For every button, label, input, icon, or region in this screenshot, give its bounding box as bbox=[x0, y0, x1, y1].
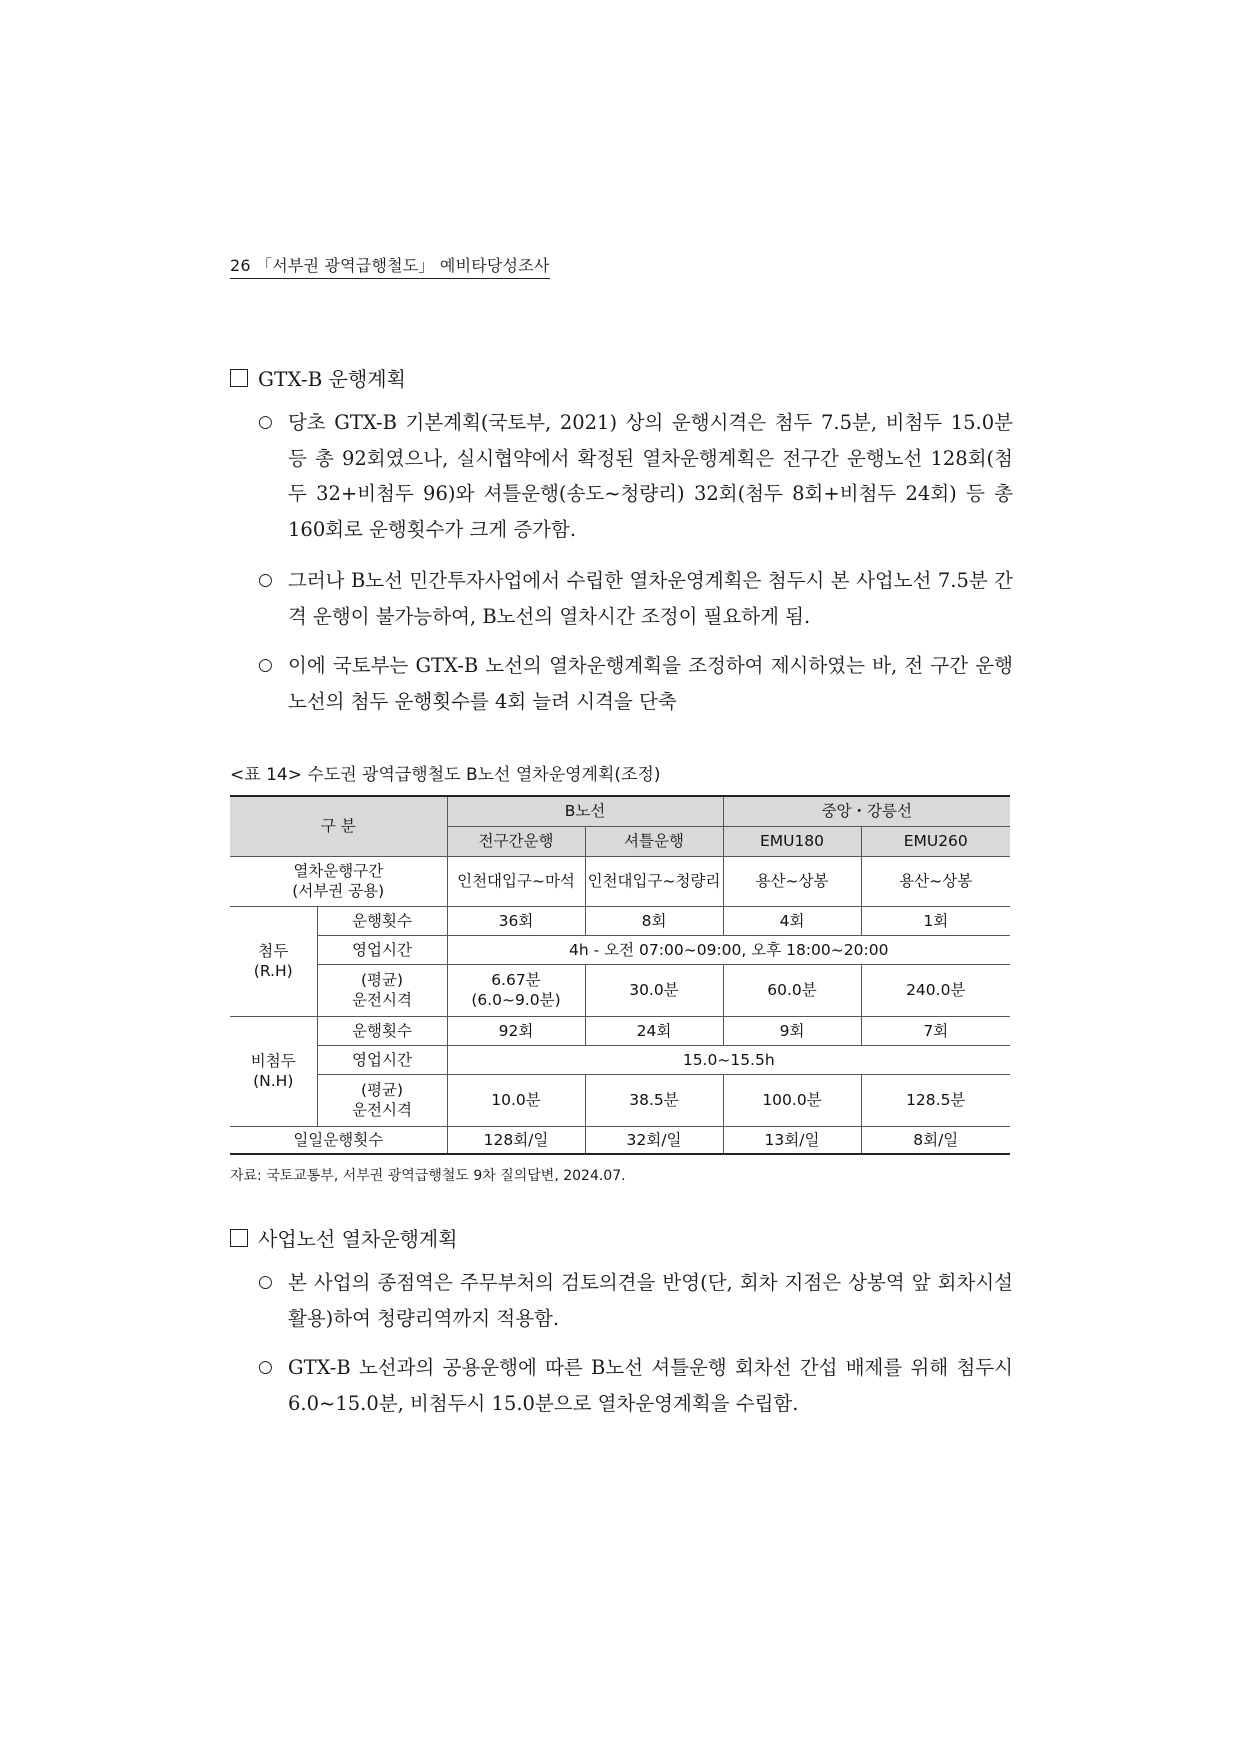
group-label-line: (N.H) bbox=[253, 1072, 294, 1090]
table-cell: 10.0분 bbox=[447, 1074, 585, 1126]
group-label-line: 비첨두 bbox=[250, 1052, 296, 1070]
paragraph bbox=[258, 648, 1013, 719]
header-col: 셔틀운행 bbox=[585, 826, 723, 856]
table-source: 자료: 국토교통부, 서부권 광역급행철도 9차 질의답변, 2024.07. bbox=[230, 1168, 626, 1184]
table-cell: 용산~상봉 bbox=[723, 856, 861, 906]
table-cell: 8회/일 bbox=[861, 1126, 1010, 1154]
paragraph-text: 이에 국토부는 GTX-B 노선의 열차운행계획을 조정하여 제시하였는 바, 전 구간 운행노선의 첨두 운행횟수를 4회 늘려 시격을 단축 bbox=[288, 654, 1013, 713]
sub-label-line: 운전시격 bbox=[352, 991, 412, 1009]
table-cell: 인천대입구~청량리 bbox=[585, 856, 723, 906]
table-cell: 인천대입구~마석 bbox=[447, 856, 585, 906]
header-col: EMU260 bbox=[861, 826, 1010, 856]
paragraph-text: 본 사업의 종점역은 주무부처의 검토의견을 반영(단, 회차 지점은 상봉역 앞 회차시설 활용)하여 청량리역까지 적용함. bbox=[288, 1271, 1013, 1330]
sub-label: 영업시간 bbox=[317, 1045, 447, 1074]
table-cell: 128.5분 bbox=[861, 1074, 1010, 1126]
sub-label-line: 운전시격 bbox=[352, 1101, 412, 1119]
header-col: 전구간운행 bbox=[447, 826, 585, 856]
checkbox-square-icon bbox=[230, 369, 248, 387]
table-cell: 1회 bbox=[861, 906, 1010, 935]
bullet-circle-icon: ○ bbox=[258, 412, 273, 432]
header-jungang: 중앙・강릉선 bbox=[723, 796, 1010, 826]
header-gubun: 구 분 bbox=[230, 796, 447, 856]
table-cell: 128회/일 bbox=[447, 1126, 585, 1154]
table-cell: 30.0분 bbox=[585, 964, 723, 1016]
table-cell: 8회 bbox=[585, 906, 723, 935]
header-b-line: B노선 bbox=[447, 796, 723, 826]
row-label-line: (서부권 공용) bbox=[292, 882, 385, 900]
table-cell: 용산~상봉 bbox=[861, 856, 1010, 906]
table-cell: 7회 bbox=[861, 1016, 1010, 1045]
table-cell: 32회/일 bbox=[585, 1126, 723, 1154]
paragraph bbox=[258, 1265, 1013, 1336]
section-title: GTX-B 운행계획 bbox=[258, 367, 406, 391]
bullet-circle-icon: ○ bbox=[258, 570, 273, 590]
group-label-line: (R.H) bbox=[253, 962, 293, 980]
table-cell: 4회 bbox=[723, 906, 861, 935]
section-title: 사업노선 열차운행계획 bbox=[258, 1227, 458, 1251]
sub-label bbox=[317, 1074, 447, 1126]
row-label-daily: 일일운행횟수 bbox=[230, 1126, 447, 1154]
sub-label bbox=[317, 964, 447, 1016]
bullet-circle-icon: ○ bbox=[258, 1272, 273, 1292]
table-cell: 4h - 오전 07:00~09:00, 오후 18:00~20:00 bbox=[447, 935, 1010, 964]
table-cell: 240.0분 bbox=[861, 964, 1010, 1016]
table-cell: 92회 bbox=[447, 1016, 585, 1045]
group-label-peak bbox=[230, 906, 317, 1016]
sub-label: 운행횟수 bbox=[317, 906, 447, 935]
cell-line: (6.0~9.0분) bbox=[471, 991, 561, 1009]
row-label-route bbox=[230, 856, 447, 906]
table-cell: 60.0분 bbox=[723, 964, 861, 1016]
paragraph-text: 그러나 B노선 민간투자사업에서 수립한 열차운영계획은 첨두시 본 사업노선 7.5분 간격 운행이 불가능하여, B노선의 열차시간 조정이 필요하게 됨. bbox=[288, 569, 1013, 628]
table-cell bbox=[447, 964, 585, 1016]
paragraph-text: 당초 GTX-B 기본계획(국토부, 2021) 상의 운행시격은 첨두 7.5분, 비첨두 15.0분 등 총 92회였으나, 실시협약에서 확정된 열차운행계획은 전구간 운행노선 128회(첨두 32+비첨두 96)와 셔틀운행(송도~청량리) 32회(첨두 8회+비첨두 24회) 등 총 160회로 운행횟수가 크게 증가함. bbox=[288, 411, 1013, 541]
group-label-offpeak bbox=[230, 1016, 317, 1126]
group-label-line: 첨두 bbox=[258, 942, 289, 960]
table-cell: 100.0분 bbox=[723, 1074, 861, 1126]
sub-label: 운행횟수 bbox=[317, 1016, 447, 1045]
table-cell: 13회/일 bbox=[723, 1126, 861, 1154]
paragraph bbox=[258, 1350, 1013, 1421]
table-caption: <표 14> 수도권 광역급행철도 B노선 열차운영계획(조정) bbox=[230, 765, 661, 785]
page-header: 26 「서부권 광역급행철도」 예비타당성조사 bbox=[230, 253, 550, 279]
table-cell: 24회 bbox=[585, 1016, 723, 1045]
sub-label: 영업시간 bbox=[317, 935, 447, 964]
checkbox-square-icon bbox=[230, 1229, 248, 1247]
section-heading-gtx-b bbox=[230, 363, 406, 392]
sub-label-line: (평균) bbox=[360, 971, 404, 989]
row-label-line: 열차운행구간 bbox=[293, 862, 384, 880]
cell-line: 6.67분 bbox=[491, 971, 541, 989]
paragraph-text: GTX-B 노선과의 공용운행에 따른 B노선 셔틀운행 회차선 간섭 배제를 위해 첨두시 6.0~15.0분, 비첨두시 15.0분으로 열차운영계획을 수립함. bbox=[288, 1356, 1013, 1415]
table-cell: 36회 bbox=[447, 906, 585, 935]
header-col: EMU180 bbox=[723, 826, 861, 856]
paragraph bbox=[258, 563, 1013, 634]
sub-label-line: (평균) bbox=[360, 1081, 404, 1099]
table-cell: 9회 bbox=[723, 1016, 861, 1045]
table-cell: 15.0~15.5h bbox=[447, 1045, 1010, 1074]
bullet-circle-icon: ○ bbox=[258, 1357, 273, 1377]
train-plan-table bbox=[230, 795, 1010, 1155]
section-heading-project-line bbox=[230, 1223, 458, 1252]
bullet-circle-icon: ○ bbox=[258, 655, 273, 675]
paragraph bbox=[258, 405, 1013, 547]
table-cell: 38.5분 bbox=[585, 1074, 723, 1126]
